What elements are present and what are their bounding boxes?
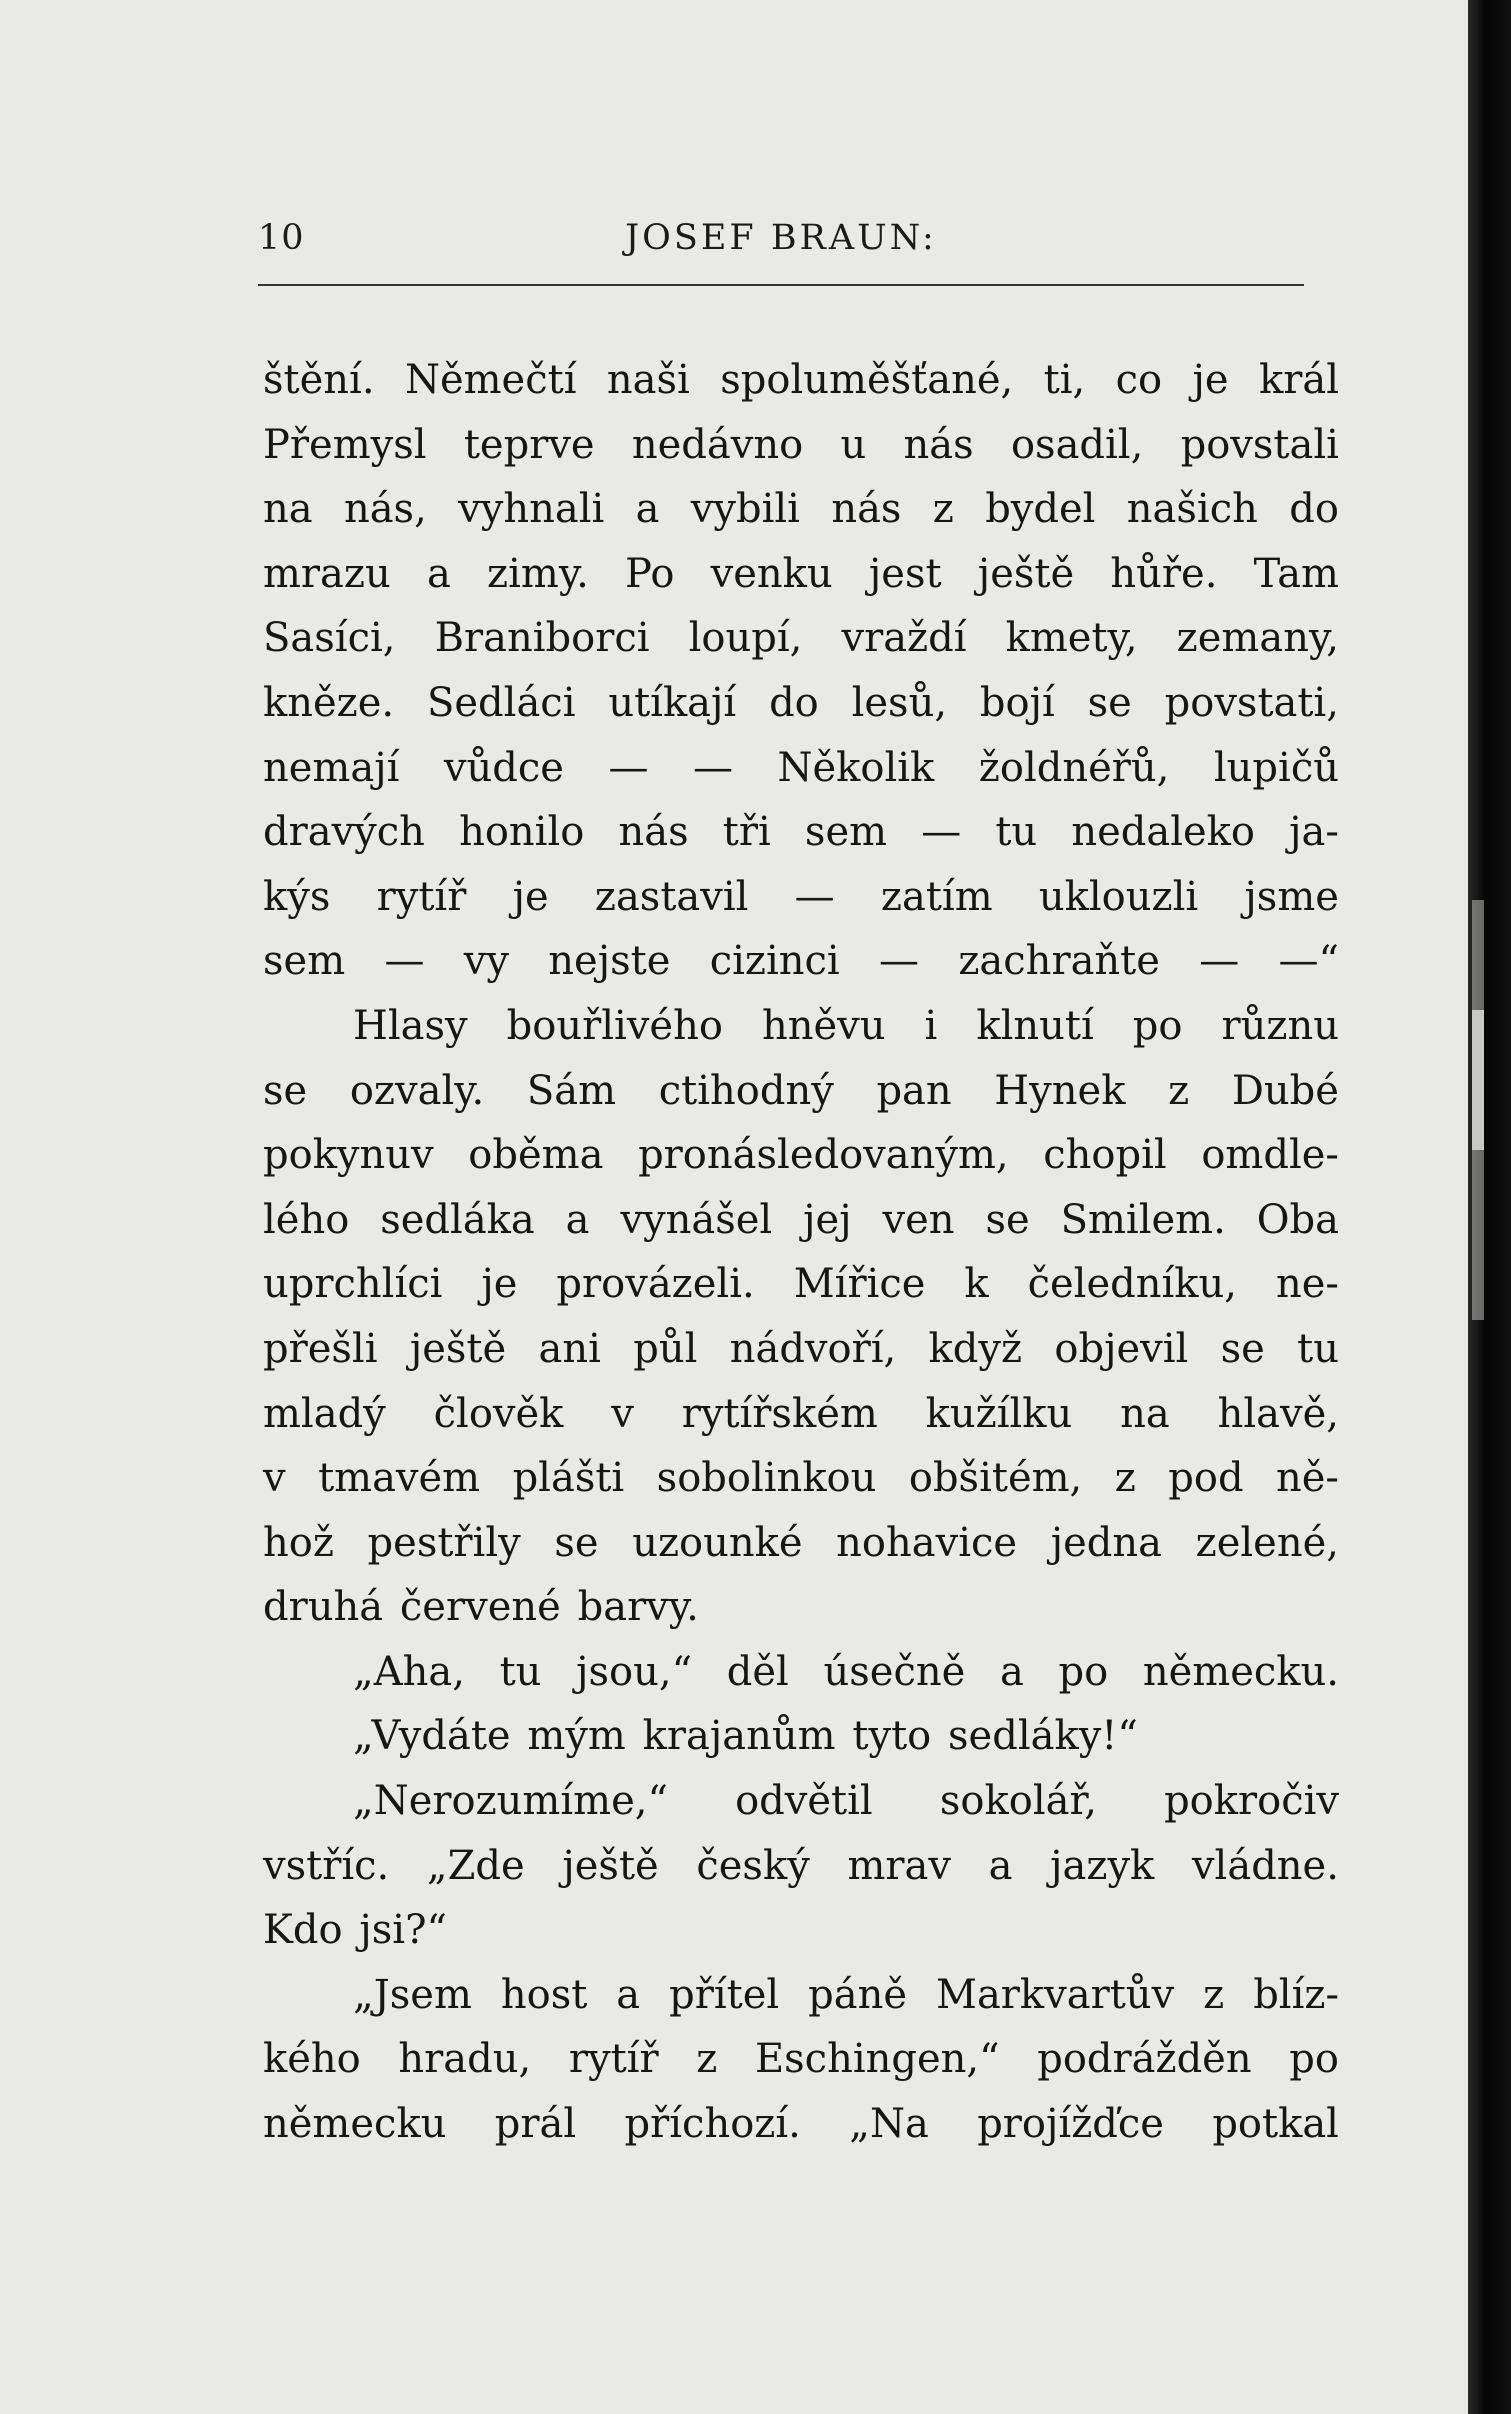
word: loupí, <box>688 615 803 662</box>
word: jsou,“ <box>576 1648 693 1695</box>
word: z <box>1114 1455 1136 1502</box>
word: „Nerozumíme,“ <box>353 1778 668 1825</box>
word: Několik <box>777 744 935 791</box>
word: Dubé <box>1231 1067 1339 1114</box>
word: honilo <box>459 809 585 856</box>
word: sokolář, <box>939 1778 1097 1825</box>
word: — <box>692 744 733 791</box>
word: dravých <box>263 809 425 856</box>
word: po <box>1058 1648 1109 1695</box>
word: tu <box>995 809 1038 856</box>
word: mladý <box>263 1390 386 1437</box>
word: zelené, <box>1195 1519 1339 1566</box>
word: plášti <box>512 1455 625 1502</box>
word: osadil, <box>1010 421 1144 468</box>
word: a <box>616 1971 641 2018</box>
word: pan <box>876 1067 952 1114</box>
word: pod <box>1168 1455 1244 1502</box>
word: ti, <box>1043 357 1086 403</box>
page-edge-shadow <box>1468 0 1511 2414</box>
word: vraždí <box>841 615 967 662</box>
word: člověk <box>433 1390 564 1437</box>
word: ještě <box>977 550 1075 597</box>
word: nedávno <box>631 421 804 468</box>
word: ještě <box>409 1325 507 1372</box>
word: vyhnali <box>458 486 605 533</box>
word: a <box>988 1842 1013 1889</box>
word: čeledníku, <box>1027 1261 1238 1308</box>
text-line <box>263 1317 1339 1382</box>
word: uklouzli <box>1038 873 1199 920</box>
word: „Aha, <box>353 1648 465 1695</box>
word: německu. <box>1142 1648 1339 1695</box>
text-line <box>263 1575 1339 1640</box>
word: zemany, <box>1176 615 1339 662</box>
word: utíkají <box>608 679 737 726</box>
word: nemají <box>263 744 400 791</box>
word: tmavém <box>318 1455 481 1502</box>
word: „Vydáte <box>353 1713 511 1760</box>
word: rytíř <box>568 2036 659 2083</box>
word: Tam <box>1253 550 1339 597</box>
word: rytíř <box>376 873 467 920</box>
word: z <box>932 486 954 533</box>
word: ještě <box>562 1842 659 1889</box>
word: tři <box>722 809 771 856</box>
word: se <box>985 1196 1030 1243</box>
word: český <box>696 1842 810 1889</box>
word: lupičů <box>1213 744 1339 791</box>
word: lého <box>263 1196 350 1243</box>
word: oběma <box>468 1132 604 1179</box>
word: Němečtí <box>404 357 577 403</box>
word: bydel <box>985 486 1096 533</box>
body-text <box>263 348 1339 2157</box>
word: sem <box>263 938 346 985</box>
text-line <box>263 736 1339 801</box>
page-number: 10 <box>258 218 305 258</box>
word: — <box>1199 938 1240 985</box>
word: Sedláci <box>426 679 576 726</box>
word: přešli <box>263 1325 378 1372</box>
word: lesů, <box>851 679 948 726</box>
word: nejste <box>548 938 671 985</box>
word: Kdo <box>263 1907 343 1954</box>
word: — <box>794 873 835 920</box>
word: nás <box>618 809 689 856</box>
text-line <box>263 1123 1339 1188</box>
word: když <box>928 1325 1023 1372</box>
word: potkal <box>1212 2101 1339 2148</box>
word: v <box>611 1390 634 1437</box>
word: nás, <box>343 486 427 533</box>
word: „Jsem <box>353 1971 472 2018</box>
word: odvětil <box>735 1778 873 1825</box>
text-line <box>263 1446 1339 1511</box>
word: spoluměšťané, <box>720 357 1014 403</box>
word: Sasíci, <box>263 615 396 662</box>
word: druhá <box>263 1584 384 1631</box>
word: vstříc. <box>263 1842 390 1889</box>
word: bojí <box>979 679 1055 726</box>
word: a <box>635 486 660 533</box>
text-line <box>263 1898 1339 1963</box>
word: Oba <box>1256 1196 1339 1243</box>
word: uzounké <box>632 1519 803 1566</box>
word: z <box>696 2036 718 2083</box>
word: po <box>1289 2036 1339 2083</box>
word: sedláka <box>380 1196 535 1243</box>
word: pokročiv <box>1164 1778 1339 1825</box>
word: jazyk <box>1050 1842 1155 1889</box>
word: ne- <box>1275 1261 1339 1308</box>
word: ven <box>882 1196 955 1243</box>
word: nás <box>831 486 902 533</box>
text-line <box>263 606 1339 671</box>
text-line <box>263 1640 1339 1705</box>
text-line <box>263 671 1339 736</box>
word: jsi?“ <box>359 1907 447 1954</box>
text-line <box>263 994 1339 1059</box>
word: projížďce <box>977 2101 1164 2148</box>
word: do <box>769 679 819 726</box>
word: kýs <box>263 873 331 920</box>
text-line <box>263 1188 1339 1253</box>
word: půl <box>633 1325 698 1372</box>
word: po <box>1132 1002 1183 1049</box>
word: rytířském <box>681 1390 878 1437</box>
word: povstati, <box>1164 679 1339 726</box>
word: mrav <box>847 1842 951 1889</box>
text-line <box>263 1769 1339 1834</box>
word: teprve <box>463 421 595 468</box>
word: ctihodný <box>658 1067 834 1114</box>
word: objevil <box>1054 1325 1189 1372</box>
word: Hlasy <box>353 1002 468 1049</box>
word: chopil <box>1043 1132 1167 1179</box>
word: Markvartův <box>936 1971 1175 2018</box>
word: našich <box>1126 486 1258 533</box>
word: děl <box>726 1648 789 1695</box>
word: na <box>263 486 313 533</box>
header-rule <box>258 284 1304 286</box>
word: zastavil <box>594 873 749 920</box>
word: kněze. <box>263 679 395 726</box>
edge-strip <box>1472 900 1484 1320</box>
word: se <box>1220 1325 1265 1372</box>
word: nohavice <box>836 1519 1018 1566</box>
word: klnutí <box>976 1002 1094 1049</box>
word: a <box>426 550 451 597</box>
word: hož <box>263 1519 334 1566</box>
text-line <box>263 348 1339 413</box>
word: ja- <box>1289 809 1339 856</box>
text-line <box>263 1834 1339 1899</box>
word: jest <box>868 550 942 597</box>
word: venku <box>710 550 833 597</box>
word: Smilem. <box>1060 1196 1226 1243</box>
word: — <box>921 809 962 856</box>
word: vy <box>463 938 509 985</box>
word: „Na <box>849 2101 929 2148</box>
word: hlavě, <box>1217 1390 1339 1437</box>
word: co <box>1115 357 1163 403</box>
word: německu <box>263 2101 447 2148</box>
word: hůře. <box>1110 550 1218 597</box>
word: do <box>1289 486 1339 533</box>
word: páně <box>808 1971 908 2018</box>
page-header <box>258 218 1304 278</box>
word: naši <box>606 357 690 403</box>
word: cizinci <box>709 938 840 985</box>
word: úsečně <box>823 1648 966 1695</box>
word: nádvoří, <box>729 1325 897 1372</box>
word: — <box>608 744 649 791</box>
word: jsme <box>1244 873 1339 920</box>
word: pronásledovaným, <box>638 1132 1009 1179</box>
word: pokynuv <box>263 1132 434 1179</box>
word: v <box>263 1455 286 1502</box>
word: se <box>554 1519 599 1566</box>
word: —“ <box>1278 938 1339 985</box>
word: sobolinkou <box>656 1455 877 1502</box>
word: příchozí. <box>624 2101 801 2148</box>
text-line <box>263 929 1339 994</box>
word: tyto <box>852 1713 932 1760</box>
word: Sám <box>526 1067 617 1114</box>
word: Hynek <box>994 1067 1126 1114</box>
word: obšitém, <box>908 1455 1083 1502</box>
word: ozvaly. <box>349 1067 485 1114</box>
text-line <box>263 542 1339 607</box>
text-line <box>263 865 1339 930</box>
word: zimy. <box>487 550 589 597</box>
word: král <box>1259 357 1339 403</box>
word: tu <box>1297 1325 1339 1372</box>
text-line <box>263 1963 1339 2028</box>
word: ani <box>538 1325 601 1372</box>
text-line <box>263 477 1339 542</box>
word: host <box>500 1971 588 2018</box>
text-line <box>263 1382 1339 1447</box>
word: je <box>481 1261 518 1308</box>
word: nás <box>903 421 974 468</box>
running-head: JOSEF BRAUN: <box>625 218 937 258</box>
word: mým <box>527 1713 626 1760</box>
word: nedaleko <box>1071 809 1255 856</box>
word: vůdce <box>443 744 564 791</box>
word: hněvu <box>761 1002 886 1049</box>
word: štění. <box>263 357 375 403</box>
word: Přemysl <box>263 421 427 468</box>
word: i <box>924 1002 938 1049</box>
word: je <box>512 873 549 920</box>
word: a <box>999 1648 1024 1695</box>
word: se <box>1087 679 1132 726</box>
word: z <box>1203 1971 1225 2018</box>
word: vybili <box>690 486 800 533</box>
word: „Zde <box>426 1842 525 1889</box>
word: hradu, <box>398 2036 532 2083</box>
text-line <box>263 1704 1339 1769</box>
word: k <box>964 1261 989 1308</box>
word: přítel <box>669 1971 780 2018</box>
word: blíz- <box>1253 1971 1339 2018</box>
word: a <box>565 1196 590 1243</box>
word: provázeli. <box>556 1261 755 1308</box>
text-line <box>263 2027 1339 2092</box>
word: červené <box>399 1584 561 1631</box>
text-line <box>263 413 1339 478</box>
word: Mířice <box>793 1261 926 1308</box>
text-line <box>263 1252 1339 1317</box>
word: různu <box>1221 1002 1339 1049</box>
word: na <box>1120 1390 1170 1437</box>
text-line <box>263 800 1339 865</box>
word: podrážděn <box>1037 2036 1252 2083</box>
word: omdle- <box>1201 1132 1339 1179</box>
word: povstali <box>1180 421 1339 468</box>
word: žoldnéřů, <box>978 744 1170 791</box>
word: tu <box>499 1648 542 1695</box>
word: — <box>879 938 920 985</box>
word: kužílku <box>925 1390 1073 1437</box>
word: prál <box>494 2101 577 2148</box>
word: pestřily <box>367 1519 521 1566</box>
word: Po <box>625 550 675 597</box>
text-line <box>263 1059 1339 1124</box>
word: bouřlivého <box>506 1002 723 1049</box>
word: jej <box>803 1196 852 1243</box>
text-line <box>263 1511 1339 1576</box>
word: sedláky!“ <box>948 1713 1138 1760</box>
word: ně- <box>1276 1455 1339 1502</box>
word: sem <box>804 809 888 856</box>
word: zatím <box>880 873 993 920</box>
text-line <box>263 2092 1339 2157</box>
word: kmety, <box>1005 615 1138 662</box>
word: z <box>1168 1067 1190 1114</box>
word: kého <box>263 2036 361 2083</box>
word: uprchlíci <box>263 1261 443 1308</box>
word: je <box>1192 357 1229 403</box>
word: jedna <box>1050 1519 1163 1566</box>
word: vynášel <box>620 1196 773 1243</box>
word: krajanům <box>642 1713 836 1760</box>
word: Braniborci <box>434 615 650 662</box>
word: zachraňte <box>958 938 1160 985</box>
word: mrazu <box>263 550 391 597</box>
word: se <box>263 1067 308 1114</box>
word: u <box>840 421 867 468</box>
word: barvy. <box>577 1584 699 1631</box>
word: — <box>384 938 425 985</box>
word: Eschingen,“ <box>754 2036 1000 2083</box>
word: vládne. <box>1191 1842 1339 1889</box>
